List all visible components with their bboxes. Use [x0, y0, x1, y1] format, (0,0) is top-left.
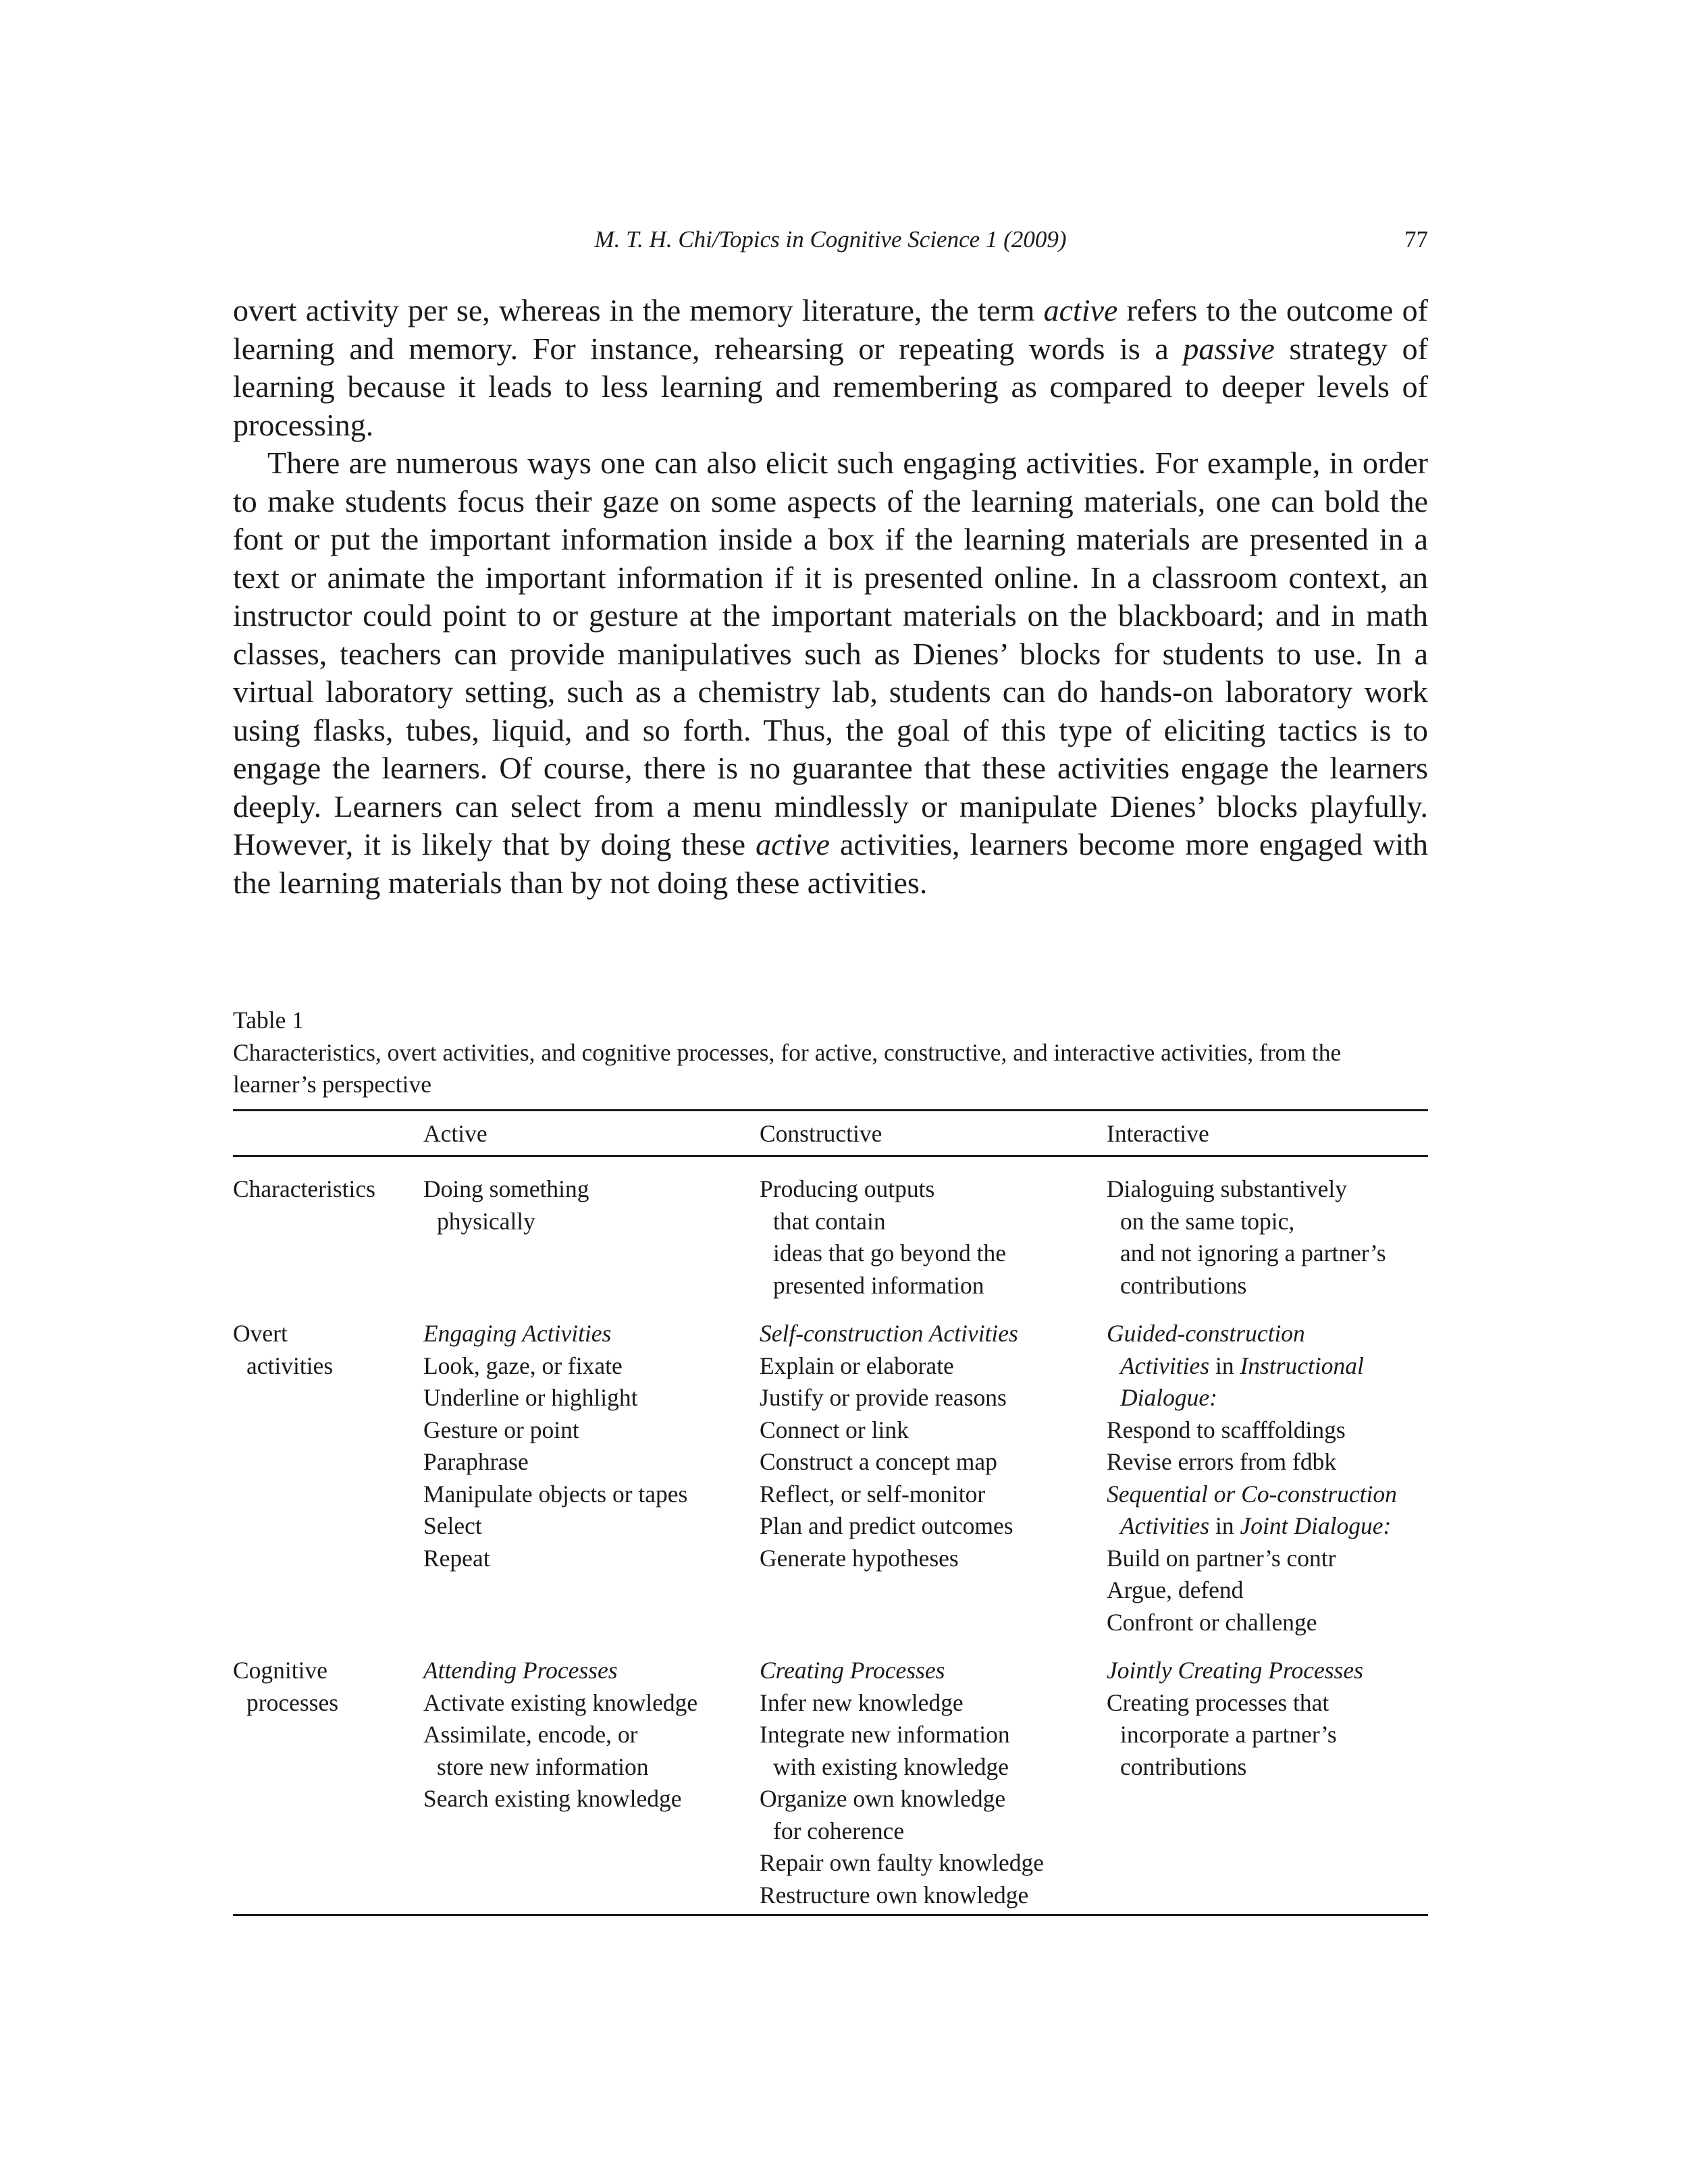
cell-line: Dialogue: [1120, 1384, 1217, 1411]
cell-line: Restructure own knowledge [760, 1881, 1029, 1909]
cell-line: Generate hypotheses [760, 1544, 959, 1572]
row-label-cognitive-processes [233, 1639, 423, 1915]
cell-line: Reflect, or self-monitor [760, 1480, 986, 1508]
p2-text-a: There are numerous ways one can also elicit such engaging activities. For example, in order to make students focus their gaze on some aspects of the learning materials, one can bold the font or put the important information inside a box if the learning materials are presented in a text or animate the important information if it is presented online. In a classroom context, an instructor could point to or gesture at the important materials on the blackboard; and in math classes, teachers can provide manipulatives such as Dienes’ blocks for students to use. In a virtual laboratory setting, such as a chemistry lab, students can do hands-on laboratory work using flasks, tubes, liquid, and so forth. Thus, the goal of this type of eliciting tactics is to engage the learners. Of course, there is no guarantee that these activities engage the learners deeply. Learners can select from a menu mindlessly or manipulate Dienes’ blocks playfully. However, it is likely that by doing these [233, 446, 1428, 861]
header-active: Active [423, 1110, 760, 1156]
table-header-row [233, 1110, 1428, 1156]
cell-line: Paraphrase [423, 1448, 529, 1475]
cell-line: Argue, defend [1107, 1576, 1244, 1603]
paragraph-2 [233, 444, 1428, 902]
cell-subheading: Engaging Activities [423, 1320, 612, 1347]
cell-text-italic: Joint Dialogue: [1240, 1512, 1392, 1539]
p1-text-e: strategy of learning because it leads to less learning and remembering as compared to deeper levels of processing. [233, 331, 1428, 442]
cell-cognitive-active [423, 1639, 760, 1915]
cell-line: Plan and predict outcomes [760, 1512, 1013, 1539]
cell-subheading: Self-construction Activities [760, 1320, 1018, 1347]
cell-line: activities [246, 1352, 334, 1379]
cell-line: Gesture or point [423, 1416, 579, 1443]
cell-line: Repair own faulty knowledge [760, 1849, 1044, 1876]
cell-line: Build on partner’s contr [1107, 1544, 1336, 1572]
table-row-characteristics [233, 1156, 1428, 1302]
cell-line: Construct a concept map [760, 1448, 997, 1475]
cell-line: processes [246, 1688, 339, 1716]
running-header [233, 226, 1428, 260]
cell-line: contributions [1120, 1753, 1247, 1780]
running-head: M. T. H. Chi/Topics in Cognitive Science 1 (2009) [594, 226, 1067, 252]
p2-emphasis-active: active [756, 827, 830, 861]
body-text [233, 292, 1428, 902]
cell-line: Infer new knowledge [760, 1688, 964, 1716]
row-label-overt-activities [233, 1302, 423, 1639]
cell-line: Doing something [423, 1175, 589, 1202]
cell-characteristics-constructive [760, 1156, 1107, 1302]
cell-subheading: Jointly Creating Processes [1107, 1657, 1363, 1684]
cell-line: Underline or highlight [423, 1384, 638, 1411]
p1-text-c: refers to the outcome of learning and memory. For instance, rehearsing or repeating words is a [233, 293, 1428, 366]
cell-text-italic: Instructional [1240, 1352, 1364, 1379]
cell-characteristics-interactive [1107, 1156, 1428, 1302]
cell-subheading: Sequential or Co-construction [1107, 1480, 1397, 1508]
table-1 [233, 1005, 1428, 1916]
cell-line: Characteristics [233, 1175, 375, 1202]
cell-subheading: Guided-construction [1107, 1320, 1305, 1347]
cell-overt-active [423, 1302, 760, 1639]
cell-overt-constructive [760, 1302, 1107, 1639]
p1-emphasis-active: active [1043, 293, 1118, 327]
cell-characteristics-active [423, 1156, 760, 1302]
cell-line: for coherence [773, 1817, 905, 1844]
cell-line: incorporate a partner’s [1120, 1721, 1337, 1748]
cell-line: Assimilate, encode, or [423, 1721, 638, 1748]
p2-text-c: activities, learners become more engaged with the learning materials than by not doing these activities. [233, 827, 1429, 900]
cell-line: Select [423, 1512, 482, 1539]
cell-text: in [1209, 1352, 1240, 1379]
table-row-cognitive-processes [233, 1639, 1428, 1915]
cell-line: Search existing knowledge [423, 1785, 682, 1812]
cell-line: Manipulate objects or tapes [423, 1480, 688, 1508]
cell-line: store new information [437, 1753, 649, 1780]
cell-line: Organize own knowledge [760, 1785, 1006, 1812]
cell-line: Respond to scafffoldings [1107, 1416, 1346, 1443]
header-empty [233, 1110, 423, 1156]
cell-overt-interactive [1107, 1302, 1428, 1639]
row-label-characteristics [233, 1156, 423, 1302]
cell-text-italic: Activities [1120, 1352, 1210, 1379]
cell-cognitive-interactive [1107, 1639, 1428, 1915]
header-constructive: Constructive [760, 1110, 1107, 1156]
cell-line: that contain [773, 1207, 886, 1235]
cell-line: contributions [1120, 1271, 1247, 1299]
cell-line: Look, gaze, or fixate [423, 1352, 623, 1379]
cell-line: presented information [773, 1271, 984, 1299]
cell-text-italic: Activities [1120, 1512, 1210, 1539]
cell-line: Dialoguing substantively [1107, 1175, 1347, 1202]
paragraph-1 [233, 292, 1428, 444]
cell-line: on the same topic, [1120, 1207, 1295, 1235]
cell-subheading: Attending Processes [423, 1657, 618, 1684]
p1-emphasis-passive: passive [1183, 331, 1275, 366]
activities-table [233, 1109, 1428, 1917]
cell-line: Justify or provide reasons [760, 1384, 1007, 1411]
cell-text: in [1209, 1512, 1240, 1539]
cell-line: Confront or challenge [1107, 1608, 1317, 1636]
cell-line: Creating processes that [1107, 1688, 1329, 1716]
table-label: Table 1 [233, 1007, 304, 1034]
table-caption: Characteristics, overt activities, and cognitive processes, for active, constructive, and interactive activities, from the learner’s perspective [233, 1038, 1342, 1098]
cell-line: Revise errors from fdbk [1107, 1448, 1337, 1475]
table-row-overt-activities [233, 1302, 1428, 1639]
cell-line: ideas that go beyond the [773, 1240, 1007, 1267]
cell-line: Integrate new information [760, 1721, 1010, 1748]
cell-line: Connect or link [760, 1416, 909, 1443]
cell-line: physically [437, 1207, 535, 1235]
cell-line [1107, 1350, 1428, 1383]
cell-line: Explain or elaborate [760, 1352, 954, 1379]
cell-line: Cognitive [233, 1657, 328, 1684]
cell-line: Producing outputs [760, 1175, 935, 1202]
cell-line: Activate existing knowledge [423, 1688, 698, 1716]
cell-line: with existing knowledge [773, 1753, 1009, 1780]
cell-line: Repeat [423, 1544, 490, 1572]
cell-line: Overt [233, 1320, 288, 1347]
page-number: 77 [1404, 226, 1428, 252]
p1-text-a: overt activity per se, whereas in the memory literature, the term [233, 293, 1044, 327]
cell-line: and not ignoring a partner’s [1120, 1240, 1386, 1267]
cell-cognitive-constructive [760, 1639, 1107, 1915]
cell-subheading: Creating Processes [760, 1657, 945, 1684]
header-interactive: Interactive [1107, 1110, 1428, 1156]
cell-line [1107, 1510, 1428, 1543]
